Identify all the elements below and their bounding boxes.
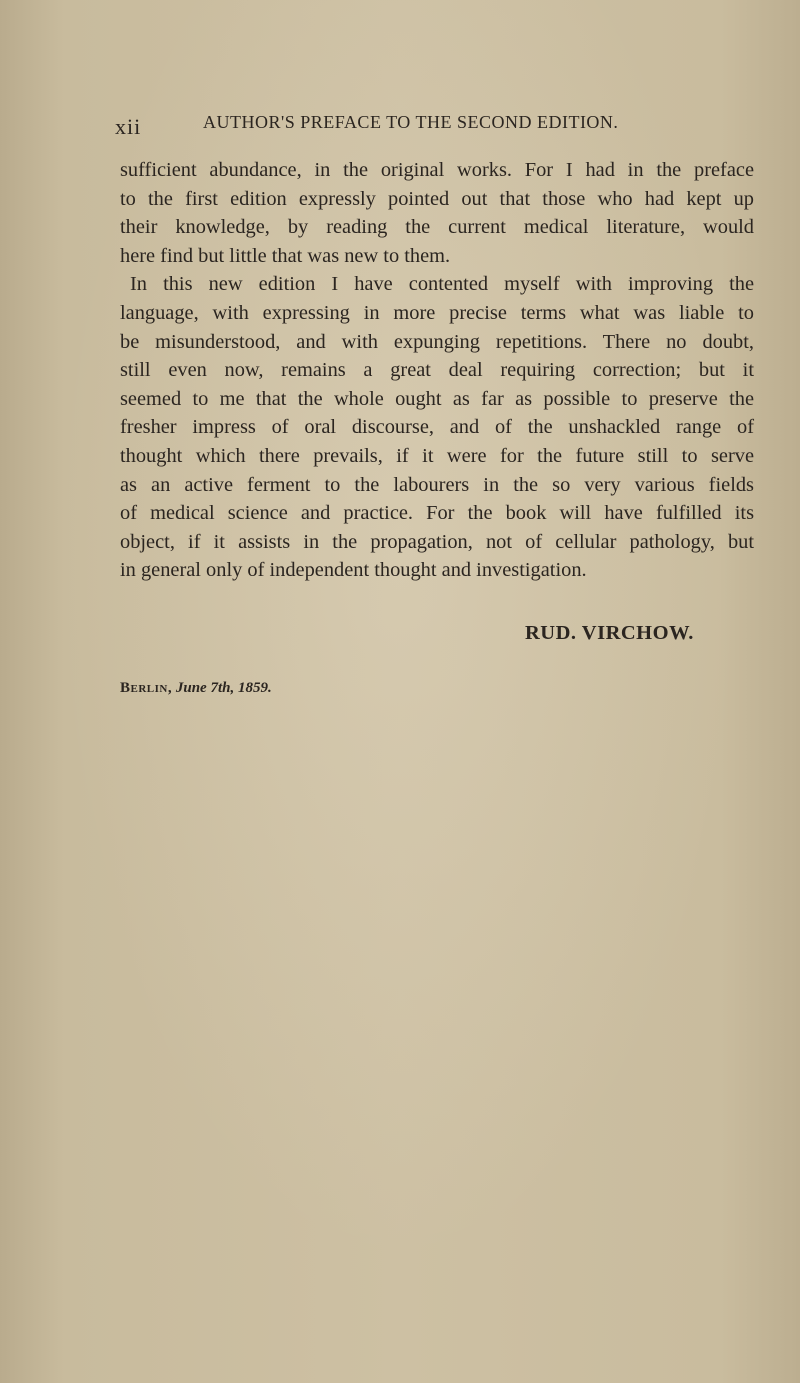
dateline-date: June 7th, 1859. xyxy=(175,680,272,696)
text-line: seemed to me that the whole ought as far as possible to preserve the xyxy=(120,387,754,410)
text-line: their knowledge, by reading the current medical literature, would xyxy=(120,216,754,239)
paragraph-2 xyxy=(120,270,754,585)
page-number: xii xyxy=(115,114,142,139)
text-line: object, if it assists in the propagation, not of cellular pathology, but xyxy=(120,530,754,553)
text-line: thought which there prevails, if it were for the future still to serve xyxy=(120,444,754,467)
running-head: AUTHOR'S PREFACE TO THE SECOND EDITION. xyxy=(203,112,619,132)
dateline-place: Berlin, xyxy=(120,680,173,696)
text-line: to the first edition expressly pointed out that those who had kept up xyxy=(120,187,754,210)
text-line: as an active ferment to the labourers in the so very various fields xyxy=(120,473,754,496)
text-line: In this new edition I have contented myself with improving the xyxy=(130,273,754,296)
text-line: be misunderstood, and with expunging repetitions. There no doubt, xyxy=(120,330,754,353)
body-text xyxy=(120,156,754,585)
text-line: fresher impress of oral discourse, and of the unshackled range of xyxy=(120,416,754,439)
text-line: here find but little that was new to them. xyxy=(120,244,451,267)
page-header xyxy=(115,112,765,142)
text-line: in general only of independent thought and investigation. xyxy=(120,559,587,582)
text-line: of medical science and practice. For the book will have fulfilled its xyxy=(120,502,754,525)
paragraph-1 xyxy=(120,156,754,270)
text-line: sufficient abundance, in the original works. For I had in the preface xyxy=(120,159,754,181)
dateline xyxy=(120,680,272,697)
author-signature: RUD. VIRCHOW. xyxy=(525,622,694,644)
text-line: language, with expressing in more precise terms what was liable to xyxy=(120,301,754,324)
text-line: still even now, remains a great deal requiring correction; but it xyxy=(120,359,754,382)
